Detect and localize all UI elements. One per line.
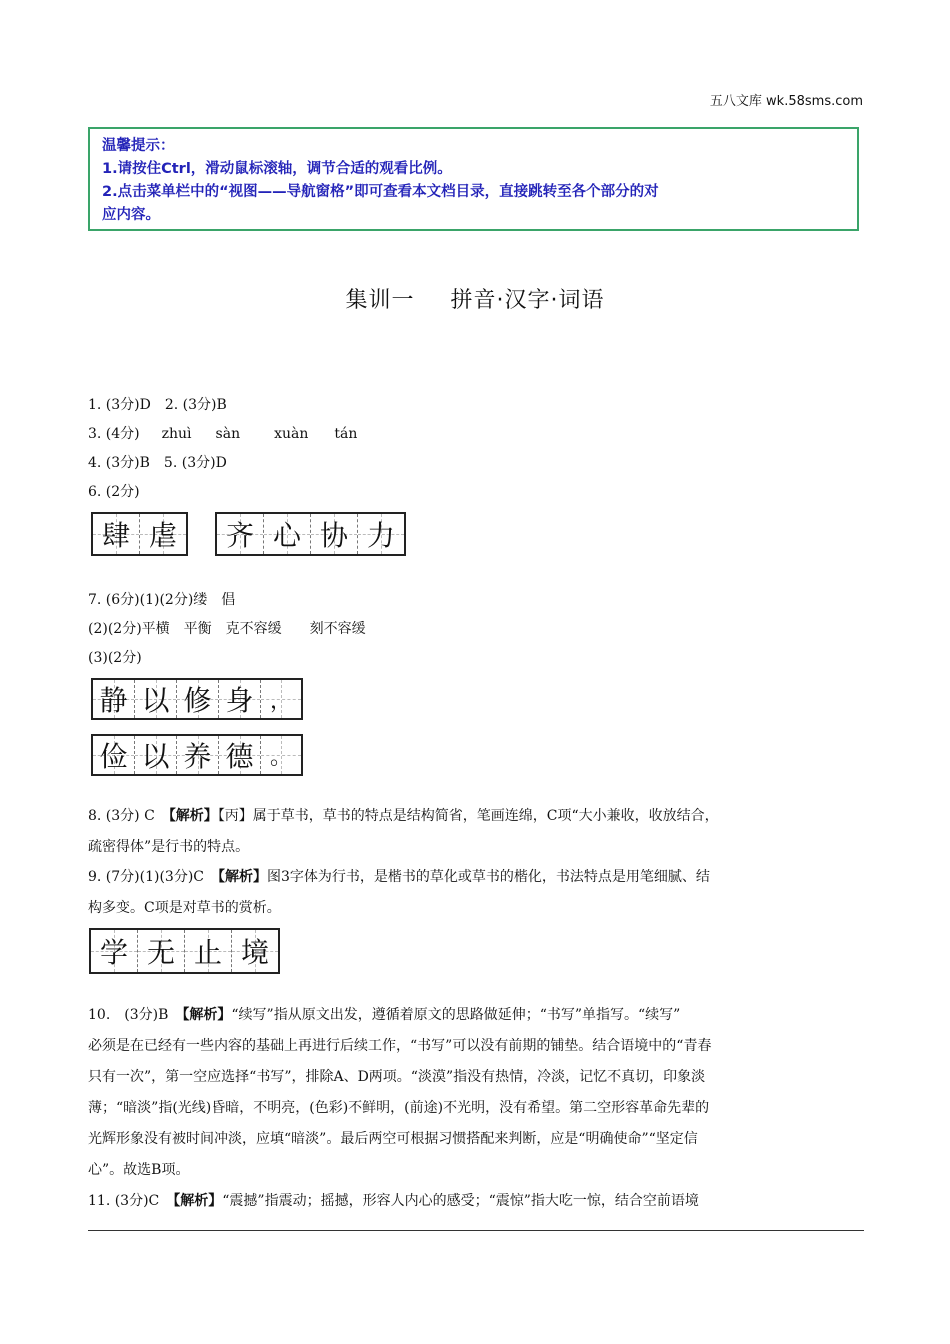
answer-q10: 10. (3分)B 【解析】“续写”指从原文出发，遵循着原文的思路做延伸；“书写”单指写。“续写” 必须是在已经有一些内容的基础上再进行后续工作，“书写”可以没有前期的铺垫。结合语境中的“青春 只有一次”，第一空应选择“书写”，排除A、D两项。“淡漠”指没有热情，冷淡，记忆不真切，印象淡 薄；“暗淡”指(光线)昏暗，不明亮，(色彩)不鲜明，(前途)不光明，没有希望。第二空形容革命先辈的 光辉形象没有被时间冲淡，应填“暗淡”。最后两空可根据习惯搭配来判断，应是“明确使命”“坚定信 心”。故选B项。 bbox=[88, 1007, 712, 1178]
q7-grid-2 bbox=[91, 734, 303, 776]
page-title bbox=[0, 283, 950, 314]
grid-cell: 虐 bbox=[140, 514, 186, 554]
grid-cell: 德 bbox=[219, 736, 261, 774]
q3-pinyin-4: tán bbox=[334, 426, 358, 442]
answer-q9: 9. (7分)(1)(3分)C 【解析】图3字体为行书，是楷书的草化或草书的楷化，书法特点是用笔细腻、结 构多变。C项是对草书的赏析。 bbox=[88, 869, 710, 916]
tip-box bbox=[88, 127, 859, 231]
answer-q8: 8. (3分) C 【解析】【丙】属于草书，草书的特点是结构简省，笔画连绵，C项“大小兼收，收放结合， 疏密得体”是行书的特点。 bbox=[88, 808, 719, 855]
analysis-tag: 【解析】 bbox=[173, 1193, 223, 1209]
q9-grid bbox=[89, 928, 280, 974]
grid-cell: 学 bbox=[91, 930, 138, 972]
answer-q1: 1. (3分)D 2. (3分)B bbox=[88, 397, 227, 413]
grid-cell: 修 bbox=[177, 680, 219, 718]
analysis-tag: 【解析】 bbox=[168, 808, 218, 824]
grid-cell: 肆 bbox=[93, 514, 140, 554]
grid-cell: 养 bbox=[177, 736, 219, 774]
footer-rule bbox=[88, 1230, 864, 1231]
analysis-tag: 【解析】 bbox=[182, 1007, 232, 1023]
grid-cell: 。 bbox=[261, 736, 301, 774]
grid-cell: 境 bbox=[232, 930, 278, 972]
site-header: 五八文库 wk.58sms.com bbox=[709, 94, 863, 109]
answer-q7-3: (3)(2分) bbox=[88, 650, 142, 666]
q6-grid-2 bbox=[215, 512, 406, 556]
grid-cell: 静 bbox=[93, 680, 135, 718]
analysis-tag: 【解析】 bbox=[218, 869, 268, 885]
answer-q7-2: (2)(2分)平横 平衡 克不容缓 刻不容缓 bbox=[88, 621, 366, 637]
grid-cell: 齐 bbox=[217, 514, 264, 554]
title-part-2: 拼音·汉字·词语 bbox=[450, 288, 605, 313]
q3-pinyin-3: xuàn bbox=[274, 426, 309, 442]
grid-cell: 协 bbox=[311, 514, 358, 554]
q6-grid-1 bbox=[91, 512, 188, 556]
q3-pinyin-1: zhuì bbox=[161, 426, 192, 442]
grid-cell: 心 bbox=[264, 514, 311, 554]
grid-cell: 身 bbox=[219, 680, 261, 718]
tip-line-3: 应内容。 bbox=[102, 207, 160, 223]
answer-q11: 11. (3分)C 【解析】“震撼”指震动；摇撼，形容人内心的感受；“震惊”指大吃一惊，结合空前语境 bbox=[88, 1193, 699, 1209]
answer-q3 bbox=[88, 424, 357, 444]
tip-line-2: 2.点击菜单栏中的“视图——导航窗格”即可查看本文档目录，直接跳转至各个部分的对 bbox=[102, 184, 659, 200]
answer-q7-1: 7. (6分)(1)(2分)缕 倡 bbox=[88, 592, 236, 608]
q3-pinyin-2: sàn bbox=[215, 426, 241, 442]
answer-q6: 6. (2分) bbox=[88, 484, 140, 500]
tip-title: 温馨提示： bbox=[102, 138, 175, 154]
q7-grid-1 bbox=[91, 678, 303, 720]
title-part-1: 集训一 bbox=[345, 288, 415, 313]
grid-cell: 俭 bbox=[93, 736, 135, 774]
tip-line-1: 1.请按住Ctrl，滑动鼠标滚轴，调节合适的观看比例。 bbox=[102, 161, 452, 177]
grid-cell: 无 bbox=[138, 930, 185, 972]
grid-cell: 止 bbox=[185, 930, 232, 972]
grid-cell: 以 bbox=[135, 680, 177, 718]
grid-cell: 力 bbox=[358, 514, 404, 554]
q3-label: 3. (4分) bbox=[88, 426, 140, 442]
grid-cell: ， bbox=[261, 680, 301, 718]
answer-q4: 4. (3分)B 5. (3分)D bbox=[88, 455, 227, 471]
grid-cell: 以 bbox=[135, 736, 177, 774]
